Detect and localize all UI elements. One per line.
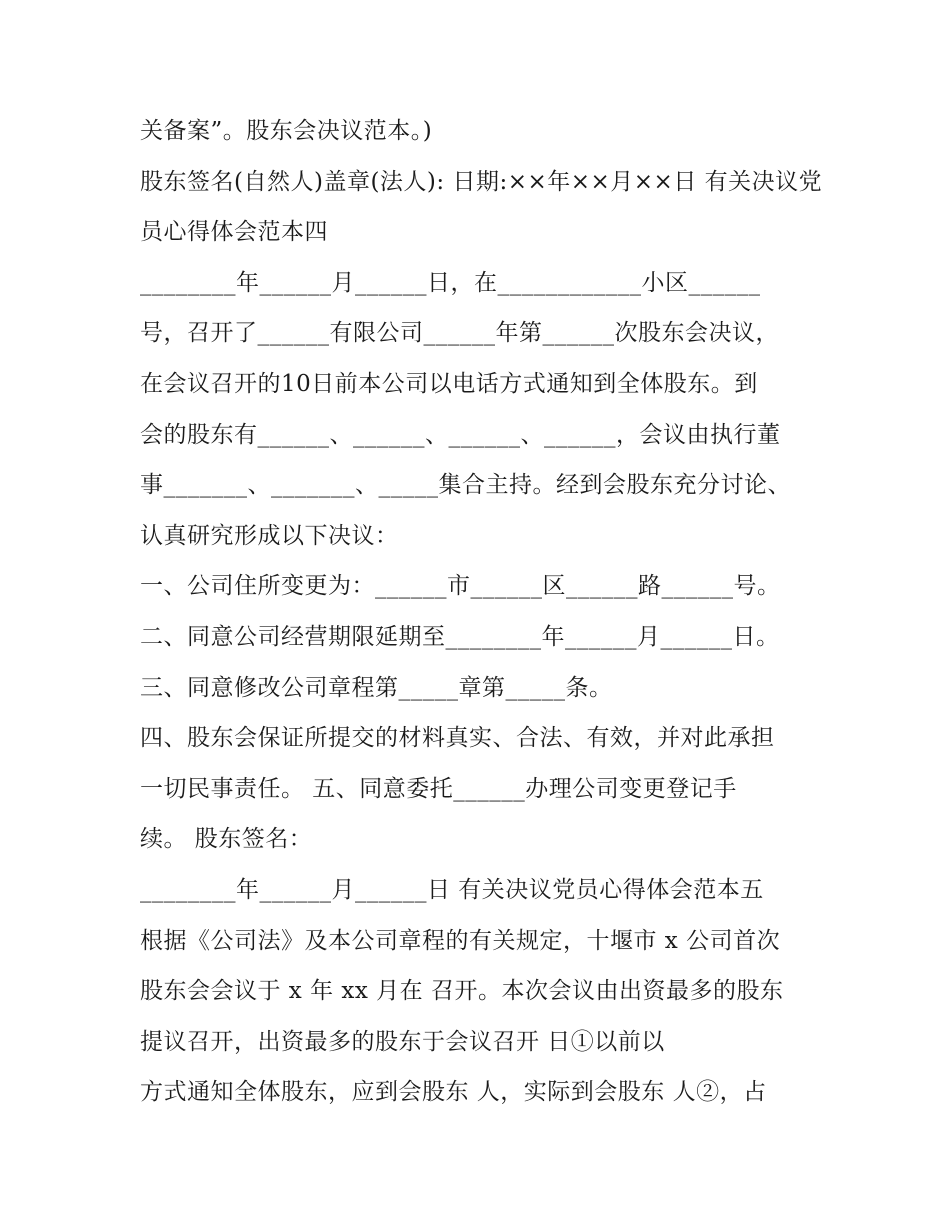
- text-line: 号，召开了______有限公司______年第______次股东会决议，: [140, 320, 779, 346]
- text-line: 方式通知全体股东，应到会股东 人，实际到会股东 人②，占: [140, 1079, 767, 1105]
- text-line: 股东签名(自然人)盖章(法人): 日期:××年××月××日 有关决议党: [140, 169, 823, 195]
- text-line: 股东会会议于 x 年 xx 月在 召开。本次会议由出资最多的股东: [140, 978, 784, 1004]
- text-line: 事_______、_______、_____集合主持。经到会股东充分讨论、: [140, 472, 791, 498]
- text-line: 提议召开，出资最多的股东于会议召开 日①以前以: [140, 1029, 665, 1055]
- text-line: 关备案”。股东会决议范本。): [140, 118, 433, 144]
- text-line: 员心得体会范本四: [140, 219, 328, 245]
- text-line: 续。 股东签名：: [140, 826, 313, 852]
- text-line: 在会议召开的10日前本公司以电话方式通知到全体股东。到: [140, 371, 758, 397]
- text-line: 认真研究形成以下决议：: [140, 523, 399, 549]
- text-line: 根据《公司法》及本公司章程的有关规定，十堰市 x 公司首次: [140, 928, 781, 954]
- text-line: ________年______月______日 有关决议党员心得体会范本五: [140, 877, 764, 903]
- text-line: ________年______月______日，在____________小区______: [140, 270, 761, 296]
- text-line: 四、股东会保证所提交的材料真实、合法、有效，并对此承担: [140, 725, 775, 751]
- text-line: 三、同意修改公司章程第_____章第_____条。: [140, 675, 613, 701]
- text-line: 二、同意公司经营期限延期至________年______月______日。: [140, 624, 780, 650]
- text-line: 一、公司住所变更为：______市______区______路______号。: [140, 573, 781, 599]
- text-line: 会的股东有______、______、______、______，会议由执行董: [140, 422, 781, 448]
- text-line: 一切民事责任。 五、同意委托______办理公司变更登记手: [140, 776, 737, 802]
